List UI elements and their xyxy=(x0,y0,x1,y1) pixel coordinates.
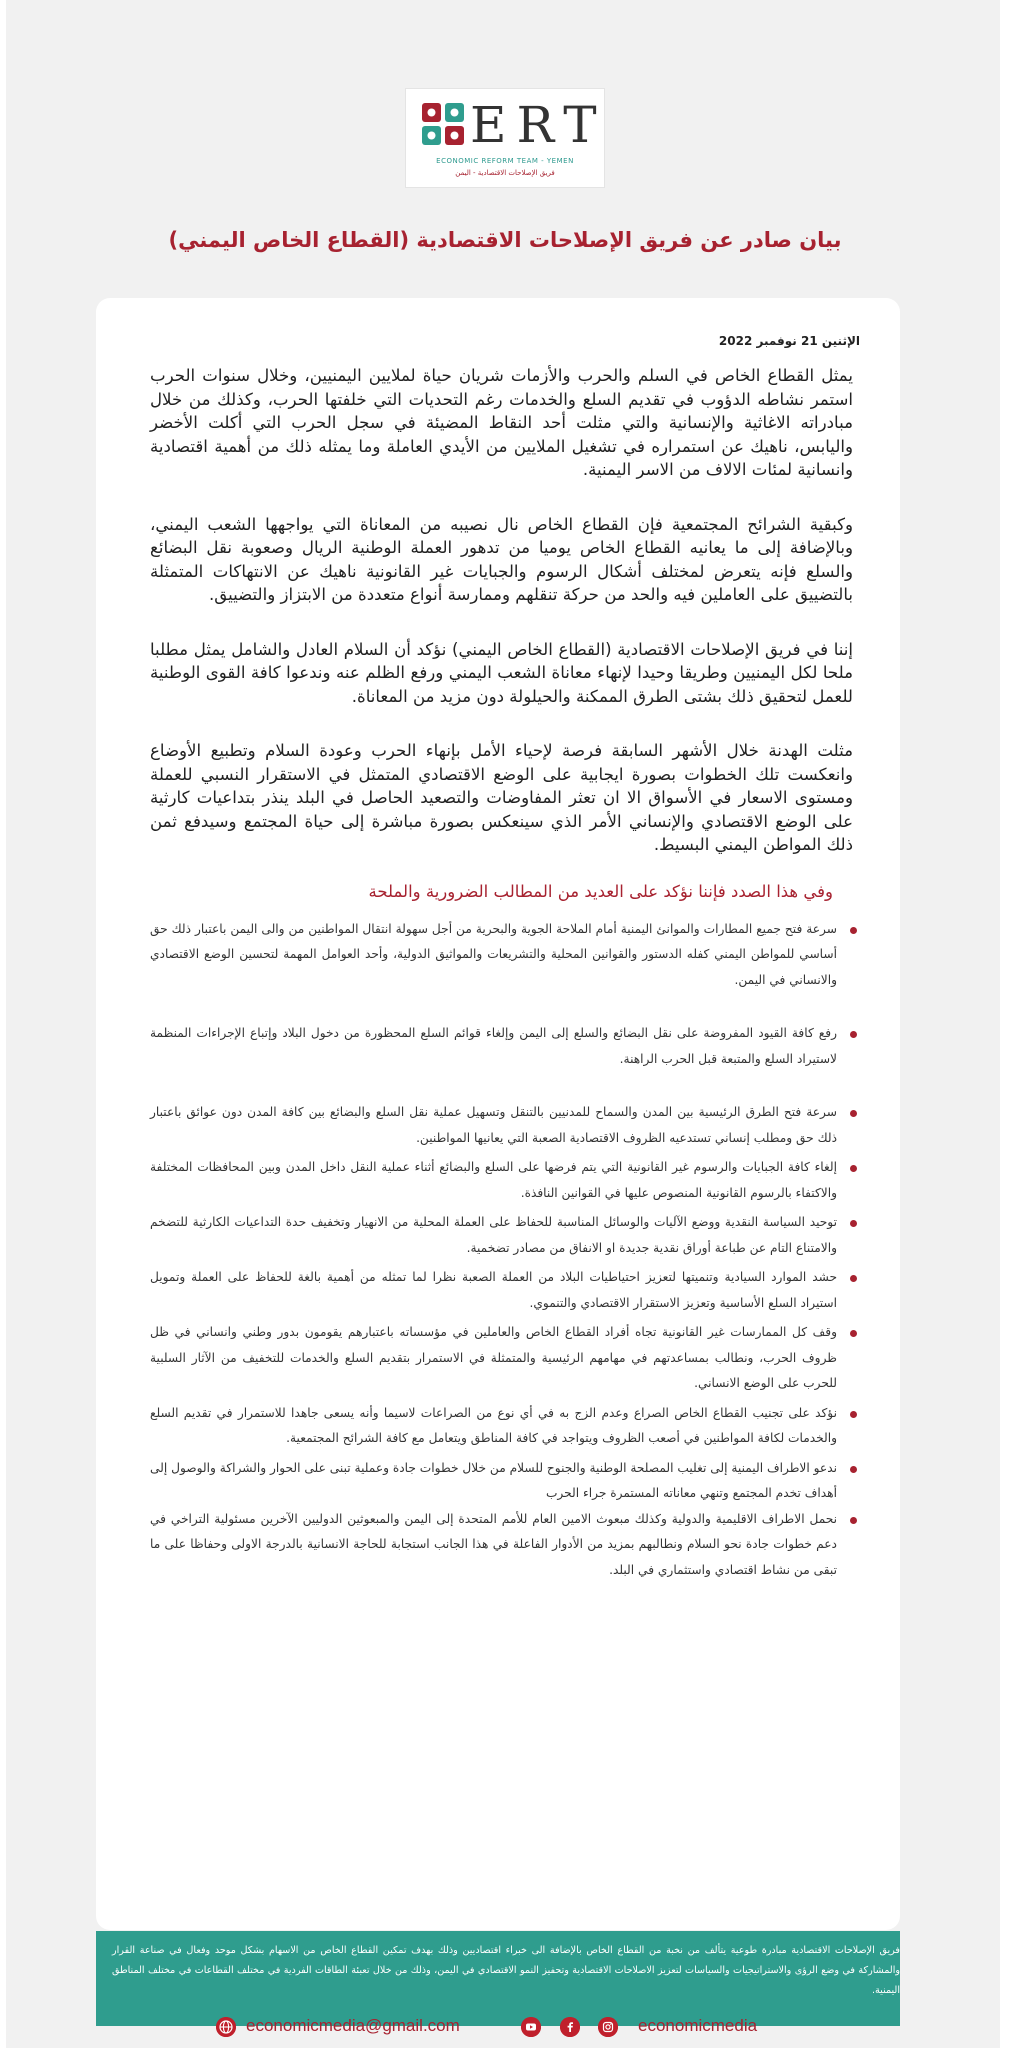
list-item xyxy=(150,1210,853,1261)
list-item-text: نحمل الاطراف الاقليمية والدولية وكذلك مبعوث الامين العام للأمم المتحدة إلى اليمن والمبعوثين الدوليين الآخرين مسئولية التراخي في دعم خطوات جادة نحو السلام ونطالبهم بمزيد من الأدوار الفاعلة في هذا الجانب استجابة للحاجة الانسانية بالدرجة الاولى وحفاظا على ما تبقى من نشاط اقتصادي واستثماري في البلد. xyxy=(150,1511,837,1577)
paragraph: وكبقية الشرائح المجتمعية فإن القطاع الخاص نال نصيبه من المعاناة التي يواجهها الشعب اليمني، وبالإضافة إلى ما يعانيه القطاع الخاص يوميا من تدهور العملة الوطنية الريال وصعوبة نقل البضائع والسلع فإنه يتعرض لمختلف أشكال الرسوم والجبايات غير القانونية ناهيك عن الانتهاكات المتمثلة بالتضييق على العاملين فيه والحد من حركة تنقلهم وممارسة أنواع متعددة من الابتزاز والتضييق. xyxy=(150,514,853,604)
contact-email[interactable]: economicmedia@gmail.com xyxy=(246,2016,460,2035)
paragraph: يمثل القطاع الخاص في السلم والحرب والأزمات شريان حياة لملايين اليمنيين، وخلال سنوات الحرب استمر نشاطه الدؤوب في تقديم السلع والخدمات رغم التحديات التي خلفتها الحرب، وكذلك من خلال مبادراته الاغاثية والإنسانية والتي مثلت أحد النقاط المضيئة في سجل الحرب التي أكلت الأخضر واليابس، ناهيك عن استمراره في تشغيل الملايين من الأيدي العاملة وما يمثله ذلك من أهمية اقتصادية وانسانية لمئات الالاف من الاسر اليمنية. xyxy=(150,366,853,479)
demands-list xyxy=(150,917,853,1584)
list-item xyxy=(150,1507,853,1584)
list-item xyxy=(150,1100,853,1151)
logo-letters: ERT xyxy=(470,96,607,154)
youtube-icon-graphic xyxy=(521,2017,541,2037)
list-item xyxy=(150,1456,853,1507)
list-item-text: رفع كافة القيود المفروضة على نقل البضائع والسلع إلى اليمن وإلغاء قوائم السلع المحظورة من دخول البلاد وإتباع الإجراءات المنظمة لاستيراد السلع والمتبعة قبل الحرب الراهنة. xyxy=(150,1026,837,1066)
logo-pattern-icon xyxy=(422,103,464,145)
statement-date: الإثنين 21 نوفمبر 2022 xyxy=(718,334,860,348)
list-item-text: حشد الموارد السيادية وتنميتها لتعزيز احتياطيات البلاد من العملة الصعبة نظرا لما تمثله من أهمية بالغة للحفاظ على العملة وتمويل استيراد السلع الأساسية وتعزيز الاستقرار الاقتصادي والتنموي. xyxy=(150,1270,837,1310)
list-item-text: وقف كل الممارسات غير القانونية تجاه أفراد القطاع الخاص والعاملين في مؤسساته باعتبارهم يقومون بدور وطني وانساني في ظل ظروف الحرب، ونطالب بمساعدتهم في مهامهم الرئيسية والمتمثلة في الاستمرار بتقديم السلع والخدمات للتخفيف من الآثار السلبية للحرب على الوضع الانساني. xyxy=(150,1325,837,1390)
list-item-text: نؤكد على تجنيب القطاع الخاص الصراع وعدم الزج به في أي نوع من الصراعات لاسيما وأنه يسعى جاهدا للاستمرار في تقديم السلع والخدمات لكافة المواطنين في أصعب الظروف ويتواجد في كافة المناطق ويتعامل مع كافة الشرائح المجتمعية. xyxy=(150,1405,837,1445)
bullet-dot-icon xyxy=(850,1031,857,1038)
bullet-dot-icon xyxy=(850,1275,857,1282)
list-item xyxy=(150,1401,853,1452)
paragraph: مثلت الهدنة خلال الأشهر السابقة فرصة لإحياء الأمل بإنهاء الحرب وعودة السلام وتطبيع الأوضاع وانعكست تلك الخطوات بصورة ايجابية على الوضع الاقتصادي المتمثل في الاستقرار النسبي للعملة ومستوى الاسعار في الأسواق الا ان تعثر المفاوضات والتصعيد الحاصل في البلد ينذر بتداعيات كارثية على الوضع الاقتصادي والإنساني الأمر الذي سينعكس بصورة مباشرة إلى حياة المجتمع وسيدفع ثمن ذلك المواطن اليمني البسيط. xyxy=(150,741,853,854)
page-title: بيان صادر عن فريق الإصلاحات الاقتصادية (القطاع الخاص اليمني) xyxy=(168,228,842,252)
instagram-icon-graphic xyxy=(598,2017,618,2037)
bullet-dot-icon xyxy=(850,1110,857,1117)
logo-subtitle-en: ECONOMIC REFORM TEAM - YEMEN xyxy=(436,157,574,165)
list-item xyxy=(150,1021,853,1072)
bullet-dot-icon xyxy=(850,1411,857,1418)
logo-subtitle-ar: فريق الإصلاحات الاقتصادية - اليمن xyxy=(455,169,555,177)
bullet-dot-icon xyxy=(850,1517,857,1524)
ert-logo xyxy=(405,88,605,188)
globe-icon-graphic xyxy=(216,2017,236,2037)
facebook-icon-graphic xyxy=(560,2017,580,2037)
bullet-dot-icon xyxy=(850,1330,857,1337)
bullet-dot-icon xyxy=(850,1466,857,1473)
footer-description: فريق الإصلاحات الاقتصادية مبادرة طوعية يتألف من نخبة من القطاع الخاص بالإضافة الى خبراء اقتصاديين وذلك بهدف تمكين القطاع الخاص من الاسهام بشكل موحد وفعال في صناعة القرار والمشاركة في وضع الرؤى والاستراتيجيات والسياسات لتعزيز الاصلاحات الاقتصادية وتحفيز النمو الاقتصادي في اليمن، وذلك من خلال تعبئة الطاقات الفردية في مختلف القطاعات في مختلف المناطق اليمنية. xyxy=(112,1945,900,1996)
list-item-text: إلغاء كافة الجبايات والرسوم غير القانونية التي يتم فرضها على السلع والبضائع أثناء عملية النقل داخل المدن وبين المحافظات المختلفة والاكتفاء بالرسوم القانونية المنصوص عليها في القوانين النافذة. xyxy=(150,1160,837,1200)
list-item xyxy=(150,1155,853,1206)
bullet-dot-icon xyxy=(850,927,857,934)
list-item xyxy=(150,917,853,994)
list-item-text: سرعة فتح جميع المطارات والموانئ اليمنية أمام الملاحة الجوية والبحرية من أجل سهولة انتقال المواطنين من والى اليمن باعتبار ذلك حق أساسي للمواطن اليمني كفله الدستور والقوانين المحلية والتشريعات والمواثيق الدولية، وأحد العوامل المهمة لتحسين الوضع الاقتصادي والانساني في اليمن. xyxy=(150,921,837,987)
list-item xyxy=(150,1265,853,1316)
list-item xyxy=(150,1320,853,1397)
list-item-text: ندعو الاطراف اليمنية إلى تغليب المصلحة الوطنية والجنوح للسلام من خلال خطوات جادة وعملية تبنى على الحوار والشراكة والوصول إلى أهداف تخدم المجتمع وتنهي معاناته المستمرة جراء الحرب xyxy=(150,1460,837,1500)
globe-icon xyxy=(216,2017,236,2037)
demands-heading: وفي هذا الصدد فإننا نؤكد على العديد من المطالب الضرورية والملحة xyxy=(368,881,833,901)
statement-body xyxy=(150,364,853,1583)
contact-row xyxy=(0,2016,1010,2048)
facebook-icon[interactable] xyxy=(560,2017,580,2037)
list-item-text: توحيد السياسة النقدية ووضع الآليات والوسائل المناسبة للحفاظ على العملة المحلية من الانهيار وتخفيف حدة التداعيات الكارثية للتضخم والامتناع التام عن طباعة أوراق نقدية جديدة او الانفاق من مصادر تضخمية. xyxy=(150,1215,837,1255)
paragraph: إننا في فريق الإصلاحات الاقتصادية (القطاع الخاص اليمني) نؤكد أن السلام العادل والشامل يمثل مطلبا ملحا لكل اليمنيين وطريقا وحيدا لإنهاء معاناة الشعب اليمني ورفع الظلم عنه وندعوا كافة القوى الوطنية للعمل لتحقيق ذلك بشتى الطرق الممكنة والحيلولة دون مزيد من المعاناة. xyxy=(150,639,853,706)
youtube-icon[interactable] xyxy=(521,2017,541,2037)
bullet-dot-icon xyxy=(850,1220,857,1227)
instagram-icon[interactable] xyxy=(598,2017,618,2037)
social-handle[interactable]: economicmedia xyxy=(638,2016,758,2035)
bullet-dot-icon xyxy=(850,1165,857,1172)
list-item-text: سرعة فتح الطرق الرئيسية بين المدن والسماح للمدنيين بالتنقل وتسهيل عملية نقل السلع والبضائع بين كافة المدن دون عوائق باعتبار ذلك حق ومطلب إنساني تستدعيه الظروف الاقتصادية الصعبة التي يعانيها المواطنين. xyxy=(150,1105,837,1145)
